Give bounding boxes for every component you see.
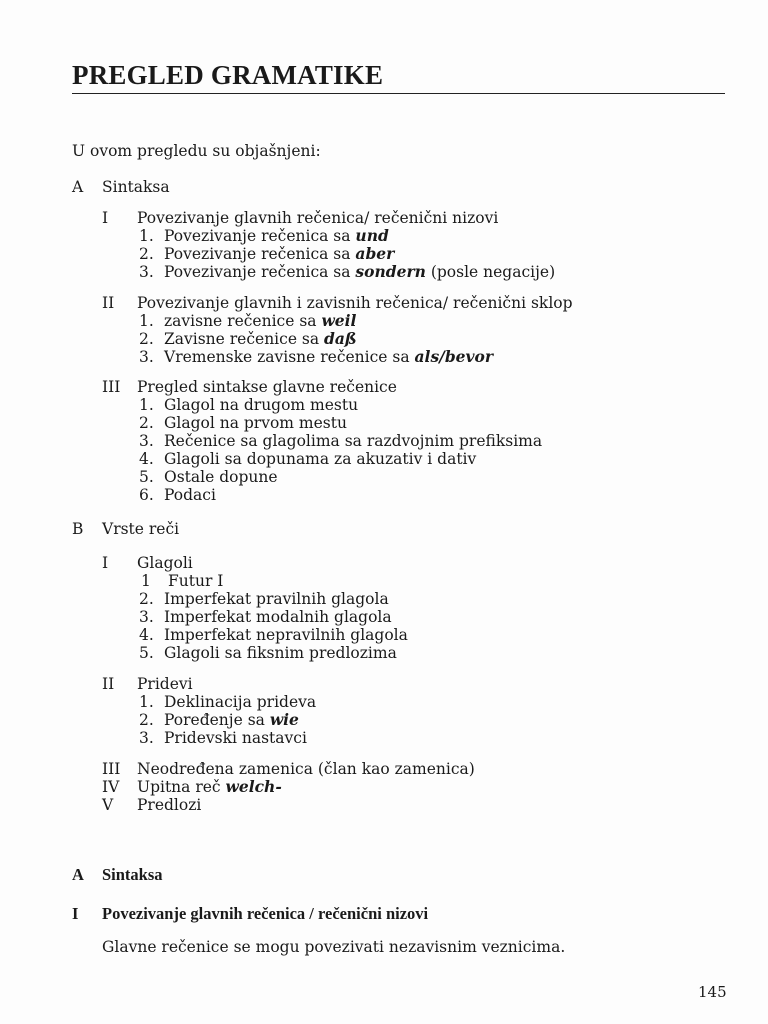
list-item: Vremenske zavisne rečenice sa als/bevor <box>164 347 494 366</box>
item-number: 1. <box>139 693 154 711</box>
subsection-roman: I <box>72 904 79 923</box>
heading-b-iii: Neodređena zamenica (član kao zamenica) <box>137 760 475 778</box>
item-number: 6. <box>139 486 154 504</box>
keyword: daß <box>324 329 357 348</box>
list-item: Imperfekat modalnih glagola <box>164 608 392 626</box>
list-item: Zavisne rečenice sa daß <box>164 329 357 348</box>
item-number: 5. <box>139 468 154 486</box>
roman-b-i: I <box>102 554 109 572</box>
section-label-a: Sintaksa <box>102 178 170 196</box>
item-number: 4. <box>139 626 154 644</box>
item-number: 1. <box>139 227 154 245</box>
list-item: Futur I <box>168 572 224 590</box>
subsection-heading: Povezivanje glavnih rečenica / rečenični nizovi <box>102 904 429 923</box>
list-item: Deklinacija prideva <box>164 693 317 711</box>
item-number: 3. <box>139 729 154 747</box>
heading-b-iv: Upitna reč welch- <box>137 777 282 796</box>
list-item: Glagoli sa dopunama za akuzativ i dativ <box>164 450 477 468</box>
list-item: Imperfekat pravilnih glagola <box>164 590 389 608</box>
body-paragraph: Glavne rečenice se mogu povezivati nezavisnim veznicima. <box>102 938 566 956</box>
roman-a-ii: II <box>102 294 115 312</box>
keyword: weil <box>321 311 357 330</box>
heading-a-i: Povezivanje glavnih rečenica/ rečenični nizovi <box>137 209 499 227</box>
section-letter-b: B <box>72 520 84 538</box>
keyword: und <box>355 226 389 245</box>
item-number: 1. <box>139 396 154 414</box>
list-item: Povezivanje rečenica sa aber <box>164 244 395 263</box>
item-number: 2. <box>139 330 154 348</box>
item-number: 3. <box>139 263 154 281</box>
roman-b-iv: IV <box>102 778 120 796</box>
title-rule <box>72 93 725 94</box>
list-item: Pridevski nastavci <box>164 729 307 747</box>
roman-a-iii: III <box>102 378 121 396</box>
list-item: Povezivanje rečenica sa und <box>164 226 389 245</box>
item-number: 3. <box>139 348 154 366</box>
item-number: 1. <box>139 312 154 330</box>
section-letter-a: A <box>72 178 84 196</box>
item-number: 2. <box>139 711 154 729</box>
intro-text: U ovom pregledu su objašnjeni: <box>72 142 321 160</box>
heading-a-ii: Povezivanje glavnih i zavisnih rečenica/ rečenični sklop <box>137 294 573 312</box>
item-number: 4. <box>139 450 154 468</box>
item-number: 2. <box>139 414 154 432</box>
list-item: Podaci <box>164 486 216 504</box>
heading-b-i: Glagoli <box>137 554 193 572</box>
keyword: wie <box>269 710 299 729</box>
list-item: Rečenice sa glagolima sa razdvojnim prefiksima <box>164 432 543 450</box>
keyword: als/bevor <box>414 347 494 366</box>
list-item: Glagol na drugom mestu <box>164 396 359 414</box>
heading-a-iii: Pregled sintakse glavne rečenice <box>137 378 397 396</box>
list-item: zavisne rečenice sa weil <box>164 311 357 330</box>
roman-a-i: I <box>102 209 109 227</box>
keyword: aber <box>355 244 395 263</box>
roman-b-ii: II <box>102 675 115 693</box>
heading-b-v: Predlozi <box>137 796 202 814</box>
section-heading: Sintaksa <box>102 865 163 884</box>
page-number: 145 <box>698 983 727 1001</box>
page-title: PREGLED GRAMATIKE <box>72 60 384 90</box>
section-label-b: Vrste reči <box>102 520 180 538</box>
roman-b-iii: III <box>102 760 121 778</box>
list-item: Glagol na prvom mestu <box>164 414 347 432</box>
section-heading-letter: A <box>72 865 84 884</box>
item-number: 2. <box>139 245 154 263</box>
keyword: sondern <box>355 262 426 281</box>
item-number: 1 <box>141 572 151 590</box>
list-item: Ostale dopune <box>164 468 278 486</box>
list-item: Povezivanje rečenica sa sondern (posle negacije) <box>164 262 556 281</box>
keyword: welch- <box>225 777 282 796</box>
list-item: Imperfekat nepravilnih glagola <box>164 626 408 644</box>
item-number: 5. <box>139 644 154 662</box>
list-item: Poređenje sa wie <box>164 710 299 729</box>
list-item: Glagoli sa fiksnim predlozima <box>164 644 397 662</box>
roman-b-v: V <box>102 796 114 814</box>
item-number: 3. <box>139 432 154 450</box>
item-number: 2. <box>139 590 154 608</box>
item-number: 3. <box>139 608 154 626</box>
heading-b-ii: Pridevi <box>137 675 193 693</box>
